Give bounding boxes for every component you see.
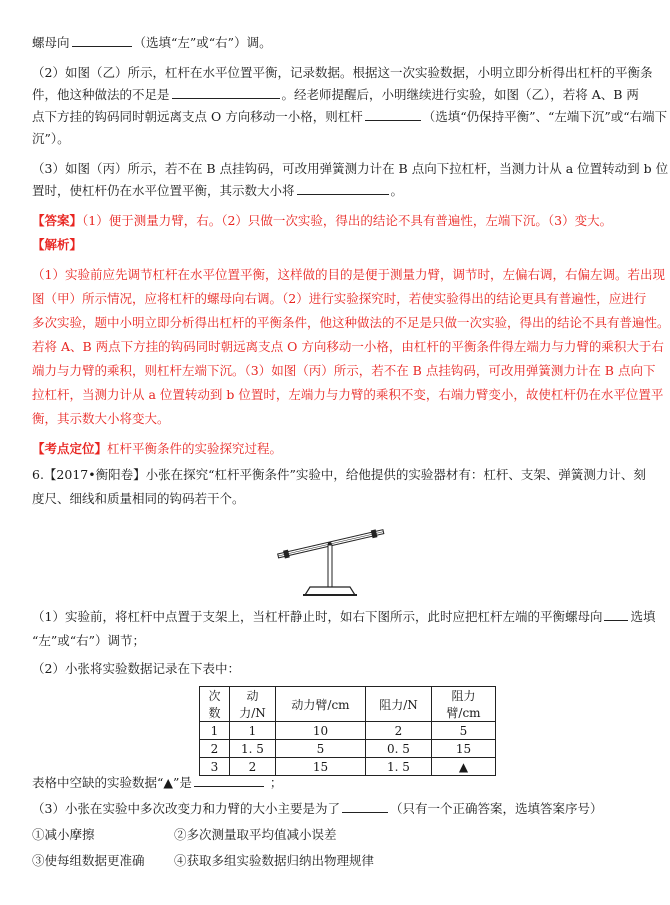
option-2: ②多次测量取平均值减小误差 (174, 827, 337, 842)
question-6-sub2: （2）小张将实验数据记录在下表中： (32, 661, 240, 676)
table-header: 阻力/N (366, 687, 432, 722)
question-line: 沉”）。 (32, 131, 70, 146)
answer-blank (604, 608, 628, 621)
answer-blank (172, 86, 280, 99)
table-header: 次数 (200, 687, 230, 722)
text: （3）小张在实验中多次改变力和力臂的大小主要是为了 (32, 801, 340, 816)
text: （选填“左”或“右”）调。 (133, 35, 272, 50)
table-cell: 1. 5 (366, 758, 432, 776)
text: 点下方挂的钩码同时朝远离支点 O 方向移动一小格，则杠杆 (32, 109, 363, 124)
table-cell: 2 (200, 740, 230, 758)
answer-blank (72, 34, 132, 47)
question-6-sub1 (32, 608, 655, 626)
question-6-sub3 (32, 800, 602, 818)
text: 置时，使杠杆仍在水平位置平衡，其示数大小将 (32, 183, 295, 198)
answer-blank (297, 182, 389, 195)
kaodian-line (32, 440, 282, 458)
text: 。 (390, 183, 404, 198)
table-header-row (200, 687, 496, 722)
table-cell: 1. 5 (230, 740, 276, 758)
question-line: （3）如图（丙）所示，若不在 B 点挂钩码，可改用弹簧测力计在 B 点向下拉杠杆，当测力计从 a 位置转动到 b 位 (32, 161, 669, 176)
table-header: 动力臂/cm (276, 687, 366, 722)
text: 件，他这种做法的不足是 (32, 87, 170, 102)
question-line (32, 34, 272, 52)
answer-label: 【答案】 (32, 213, 83, 228)
analysis-line: 端力与力臂的乘积，则杠杆左端下沉。（3）如图（丙）所示，若不在 B 点挂钩码，可改用弹簧测力计在 B 点向下 (32, 363, 656, 378)
question-line (32, 108, 667, 126)
table-header: 动力/N (230, 687, 276, 722)
analysis-line: 衡，其示数大小将变大。 (32, 411, 170, 426)
table-cell: 5 (276, 740, 366, 758)
question-line: （2）如图（乙）所示，杠杆在水平位置平衡，记录数据。根据这一次实验数据，小明立即分析得出杠杆的平衡条 (32, 65, 653, 80)
answer-blank (342, 800, 388, 813)
text: （只有一个正确答案，选填答案序号） (389, 801, 603, 816)
table-cell: 2 (366, 722, 432, 740)
question-6-line: 度尺、细线和质量相同的钩码若干个。 (32, 491, 245, 506)
text: 选填 (630, 609, 656, 624)
question-6-line: 6.【2017•衡阳卷】小张在探究“杠杆平衡条件”实验中，给他提供的实验器材有：杠杆、支架、弹簧测力计、刻 (32, 467, 646, 482)
text: 表格中空缺的实验数据“▲”是 (32, 775, 192, 790)
table-cell: 5 (432, 722, 496, 740)
analysis-line: 若将 A、B 两点下方挂的钩码同时朝远离支点 O 方向移动一小格，由杠杆的平衡条件得左端力与力臂的乘积大于右 (32, 339, 664, 354)
kaodian-text: 杠杆平衡条件的实验探究过程。 (107, 441, 283, 456)
text: （选填“仍保持平衡”、“左端下沉”或“右端下 (422, 109, 668, 124)
option-3: ③使每组数据更准确 (32, 853, 145, 868)
text: 螺母向 (32, 35, 70, 50)
table-cell: ▲ (432, 758, 496, 776)
table-cell: 1 (230, 722, 276, 740)
table-cell: 10 (276, 722, 366, 740)
kaodian-label: 【考点定位】 (32, 441, 108, 456)
option-row (32, 826, 337, 844)
experiment-data-table (199, 686, 496, 776)
analysis-line: 多次实验，题中小明立即分析得出杠杆的平衡条件，他这种做法的不足是只做一次实验，得出的结论不具有普遍性。 (32, 315, 670, 330)
question-line (32, 182, 403, 200)
question-line (32, 86, 639, 104)
table-row (200, 758, 496, 776)
analysis-line: （1）实验前应先调节杠杆在水平位置平衡，这样做的目的是便于测量力臂，调节时，左偏右调，右偏左调。若出现 (32, 267, 665, 282)
table-cell: 15 (432, 740, 496, 758)
question-6-sub1-cont: “左”或“右”）调节； (32, 633, 146, 648)
table-row (200, 740, 496, 758)
option-4: ④获取多组实验数据归纳出物理规律 (174, 853, 375, 868)
table-row (200, 722, 496, 740)
table-cell: 3 (200, 758, 230, 776)
answer-blank (194, 774, 264, 787)
text: （1）实验前，将杠杆中点置于支架上，当杠杆静止时，如右下图所示，此时应把杠杆左端的平衡螺母向 (32, 609, 603, 624)
question-6-table-note (32, 774, 282, 792)
text: 。经老师提醒后，小明继续进行实验，如图（乙），若将 A、B 两 (281, 87, 639, 102)
table-cell: 1 (200, 722, 230, 740)
lever-apparatus-figure (265, 515, 395, 601)
analysis-line: 拉杠杆，当测力计从 a 位置转动到 b 位置时，左端力与力臂的乘积不变，右端力臂变小，故使杠杆仍在水平位置平 (32, 387, 664, 402)
analysis-label: 【解析】 (32, 237, 83, 252)
text: ； (269, 775, 283, 790)
option-1: ①减小摩擦 (32, 827, 95, 842)
answer-blank (365, 108, 421, 121)
table-cell: 15 (276, 758, 366, 776)
table-cell: 0. 5 (366, 740, 432, 758)
table-cell: 2 (230, 758, 276, 776)
answer-text: （1）便于测量力臂，右。（2）只做一次实验，得出的结论不具有普遍性，左端下沉。（3）变大。 (82, 213, 613, 228)
analysis-line: 图（甲）所示情况，应将杠杆的螺母向右调。（2）进行实验探究时，若使实验得出的结论更具有普遍性，应进行 (32, 291, 647, 306)
answer-line (32, 212, 612, 230)
table-header: 阻力臂/cm (432, 687, 496, 722)
option-row (32, 852, 374, 870)
